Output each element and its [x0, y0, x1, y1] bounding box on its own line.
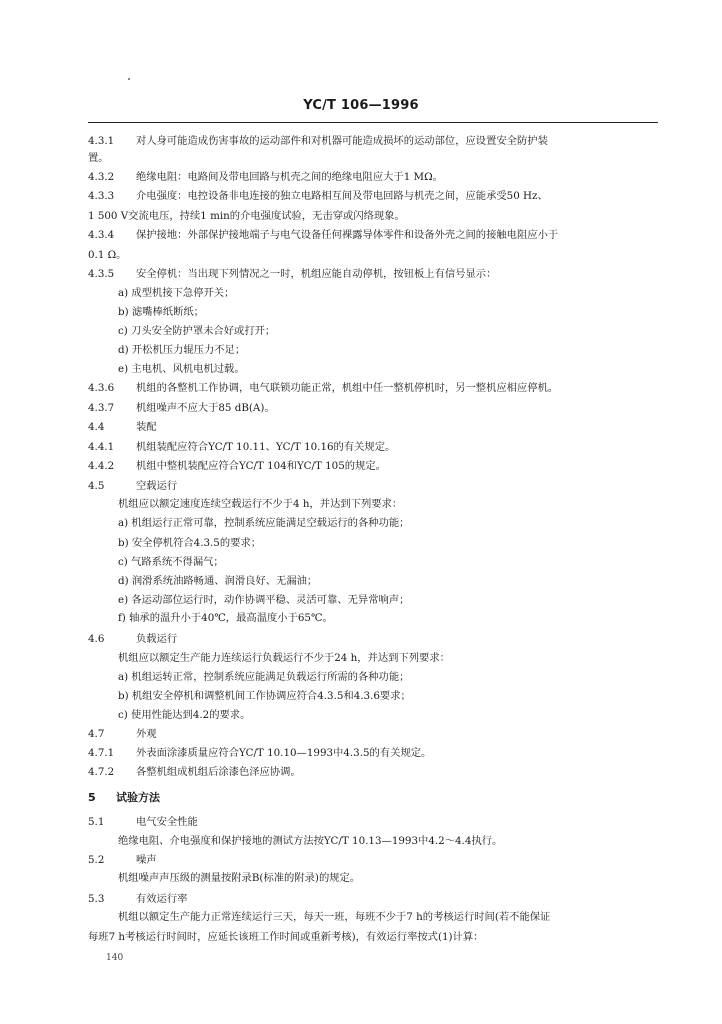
- page-number: 140: [106, 953, 124, 963]
- clause-text: 电气安全性能: [136, 816, 198, 828]
- clause-line: [88, 746, 431, 760]
- clause-number: 4.4.2: [88, 460, 115, 472]
- clause-line: [88, 381, 558, 395]
- clause-text: 安全停机：当出现下列情况之一时，机组应能自动停机，按钮板上有信号显示：: [136, 268, 497, 280]
- clause-number: 4.3.3: [88, 190, 115, 202]
- clause-line: [88, 853, 157, 867]
- scan-speck: [128, 78, 130, 80]
- clause-number: 4.7.1: [88, 747, 115, 759]
- clause-text: 空载运行: [136, 480, 178, 492]
- clause-number: 5.2: [88, 854, 105, 866]
- clause-text: 1 500 V交流电压，持续1 min的介电强度试验，无击穿或闪络现象。: [88, 210, 405, 222]
- clause-text: 置。: [88, 152, 109, 164]
- clause-text: b) 机组安全停机和调整机间工作协调应符合4.3.5和4.3.6要求；: [118, 690, 411, 702]
- clause-line: [88, 892, 187, 906]
- clause-number: 4.5: [88, 480, 105, 492]
- clause-number: 4.3.1: [88, 135, 115, 147]
- text-line: [118, 670, 409, 684]
- clause-text: 介电强度：电控设备非电连接的独立电路相互间及带电回路与机壳之间，应能承受50 Hz、: [136, 190, 548, 202]
- clause-number: 4.4: [88, 421, 105, 433]
- clause-number: 4.7: [88, 728, 105, 740]
- clause-text: 0.1 Ω。: [88, 249, 127, 261]
- clause-line: [88, 440, 395, 454]
- clause-text: 外观: [136, 728, 157, 740]
- clause-text: 试验方法: [116, 791, 160, 804]
- text-line: [118, 324, 275, 338]
- text-line: [118, 574, 317, 588]
- clause-text: c) 气路系统不得漏气；: [118, 556, 224, 568]
- clause-line: [88, 401, 275, 415]
- clause-line: [88, 134, 548, 148]
- text-line: [118, 555, 224, 569]
- clause-text: c) 使用性能达到4.2的要求。: [118, 709, 251, 721]
- text-line: [118, 536, 261, 550]
- clause-line: [88, 791, 160, 805]
- text-line: [118, 611, 333, 625]
- clause-line: [88, 170, 443, 184]
- clause-text: b) 滤嘴棒纸断纸；: [118, 306, 204, 318]
- page-header-title: YC/T 106—1996: [303, 98, 419, 113]
- clause-line: [88, 267, 496, 281]
- clause-text: d) 润滑系统油路畅通、润滑良好、无漏油；: [118, 575, 318, 587]
- clause-number: 4.7.2: [88, 766, 115, 778]
- clause-number: 4.3.6: [88, 382, 115, 394]
- clause-text: 机组噪声不应大于85 dB(A)。: [136, 402, 275, 414]
- clause-number: 5.3: [88, 893, 105, 905]
- text-line: [118, 286, 234, 300]
- clause-text: 保护接地：外部保护接地端子与电气设备任何裸露导体零件和设备外壳之间的接触电阻应小于: [136, 229, 559, 241]
- clause-text: 外表面涂漆质量应符合YC/T 10.10—1993中4.3.5的有关规定。: [136, 747, 432, 759]
- clause-number: 4.6: [88, 633, 105, 645]
- clause-text: 绝缘电阻、介电强度和保护接地的测试方法按YC/T 10.13—1993中4.2～4.4执行。: [118, 835, 503, 847]
- clause-line: [88, 479, 177, 493]
- text-line: [88, 930, 483, 944]
- clause-line: [88, 815, 198, 829]
- clause-text: 机组以额定生产能力正常连续运行三天，每天一班，每班不少于7 h的考核运行时间(若不能保证: [118, 911, 551, 923]
- clause-number: 5: [88, 791, 96, 804]
- text-line: [118, 834, 502, 848]
- clause-line: [88, 228, 558, 242]
- text-line: [88, 209, 405, 223]
- text-line: [118, 651, 450, 665]
- clause-line: [88, 632, 177, 646]
- clause-text: e) 主电机、风机电机过载。: [118, 363, 245, 375]
- clause-number: 4.3.7: [88, 402, 115, 414]
- clause-text: a) 成型机接下急停开关；: [118, 287, 235, 299]
- text-line: [118, 305, 204, 319]
- clause-text: 各整机组成机组后涂漆色泽应协调。: [136, 766, 301, 778]
- text-line: [88, 248, 126, 262]
- clause-text: a) 机组运行正常可靠，控制系统应能满足空载运行的各种功能；: [118, 517, 410, 529]
- clause-text: d) 开松机压力辊压力不足；: [118, 344, 246, 356]
- clause-text: 绝缘电阻：电路间及带电回路与机壳之间的绝缘电阻应大于1 MΩ。: [136, 171, 443, 183]
- clause-text: 机组的各整机工作协调，电气联锁功能正常，机组中任一整机停机时，另一整机应相应停机。: [136, 382, 559, 394]
- clause-text: 有效运行率: [136, 893, 188, 905]
- clause-text: 机组噪声声压级的测量按附录B(标准的附录)的规定。: [118, 872, 361, 884]
- clause-number: 5.1: [88, 816, 105, 828]
- text-line: [118, 910, 550, 924]
- clause-line: [88, 189, 548, 203]
- clause-text: 负载运行: [136, 633, 178, 645]
- clause-text: f) 轴承的温升小于40℃，最高温度小于65℃。: [118, 612, 333, 624]
- text-line: [118, 708, 250, 722]
- clause-text: e) 各运动部位运行时，动作协调平稳、灵活可靠、无异常响声；: [118, 594, 410, 606]
- clause-text: c) 刀头安全防护罩未合好或打开；: [118, 325, 276, 337]
- clause-number: 4.3.4: [88, 229, 115, 241]
- text-line: [118, 689, 411, 703]
- text-line: [118, 362, 245, 376]
- clause-text: 每班7 h考核运行时间时，应延长该班工作时间或重新考核)，有效运行率按式(1)计算：: [88, 931, 484, 943]
- clause-line: [88, 420, 157, 434]
- clause-number: 4.3.5: [88, 268, 115, 280]
- clause-text: 噪声: [136, 854, 157, 866]
- clause-text: 机组中整机装配应符合YC/T 104和YC/T 105的规定。: [136, 460, 386, 472]
- text-line: [118, 593, 409, 607]
- header-rule: [88, 122, 658, 123]
- text-line: [118, 497, 402, 511]
- clause-number: 4.4.1: [88, 441, 115, 453]
- text-line: [118, 871, 360, 885]
- clause-number: 4.3.2: [88, 171, 115, 183]
- clause-line: [88, 765, 301, 779]
- text-line: [88, 151, 109, 165]
- clause-line: [88, 459, 386, 473]
- clause-text: a) 机组运转正常，控制系统应能满足负载运行所需的各种功能；: [118, 671, 410, 683]
- clause-text: 机组装配应符合YC/T 10.11、YC/T 10.16的有关规定。: [136, 441, 396, 453]
- text-line: [118, 343, 245, 357]
- clause-text: 对人身可能造成伤害事故的运动部件和对机器可能造成损坏的运动部位，应设置安全防护装: [136, 135, 548, 147]
- clause-text: 机组应以额定速度连续空载运行不少于4 h，并达到下列要求：: [118, 498, 403, 510]
- clause-line: [88, 727, 157, 741]
- clause-text: b) 安全停机符合4.3.5的要求；: [118, 537, 262, 549]
- clause-text: 装配: [136, 421, 157, 433]
- text-line: [118, 516, 409, 530]
- clause-text: 机组应以额定生产能力连续运行负载运行不少于24 h，并达到下列要求：: [118, 652, 450, 664]
